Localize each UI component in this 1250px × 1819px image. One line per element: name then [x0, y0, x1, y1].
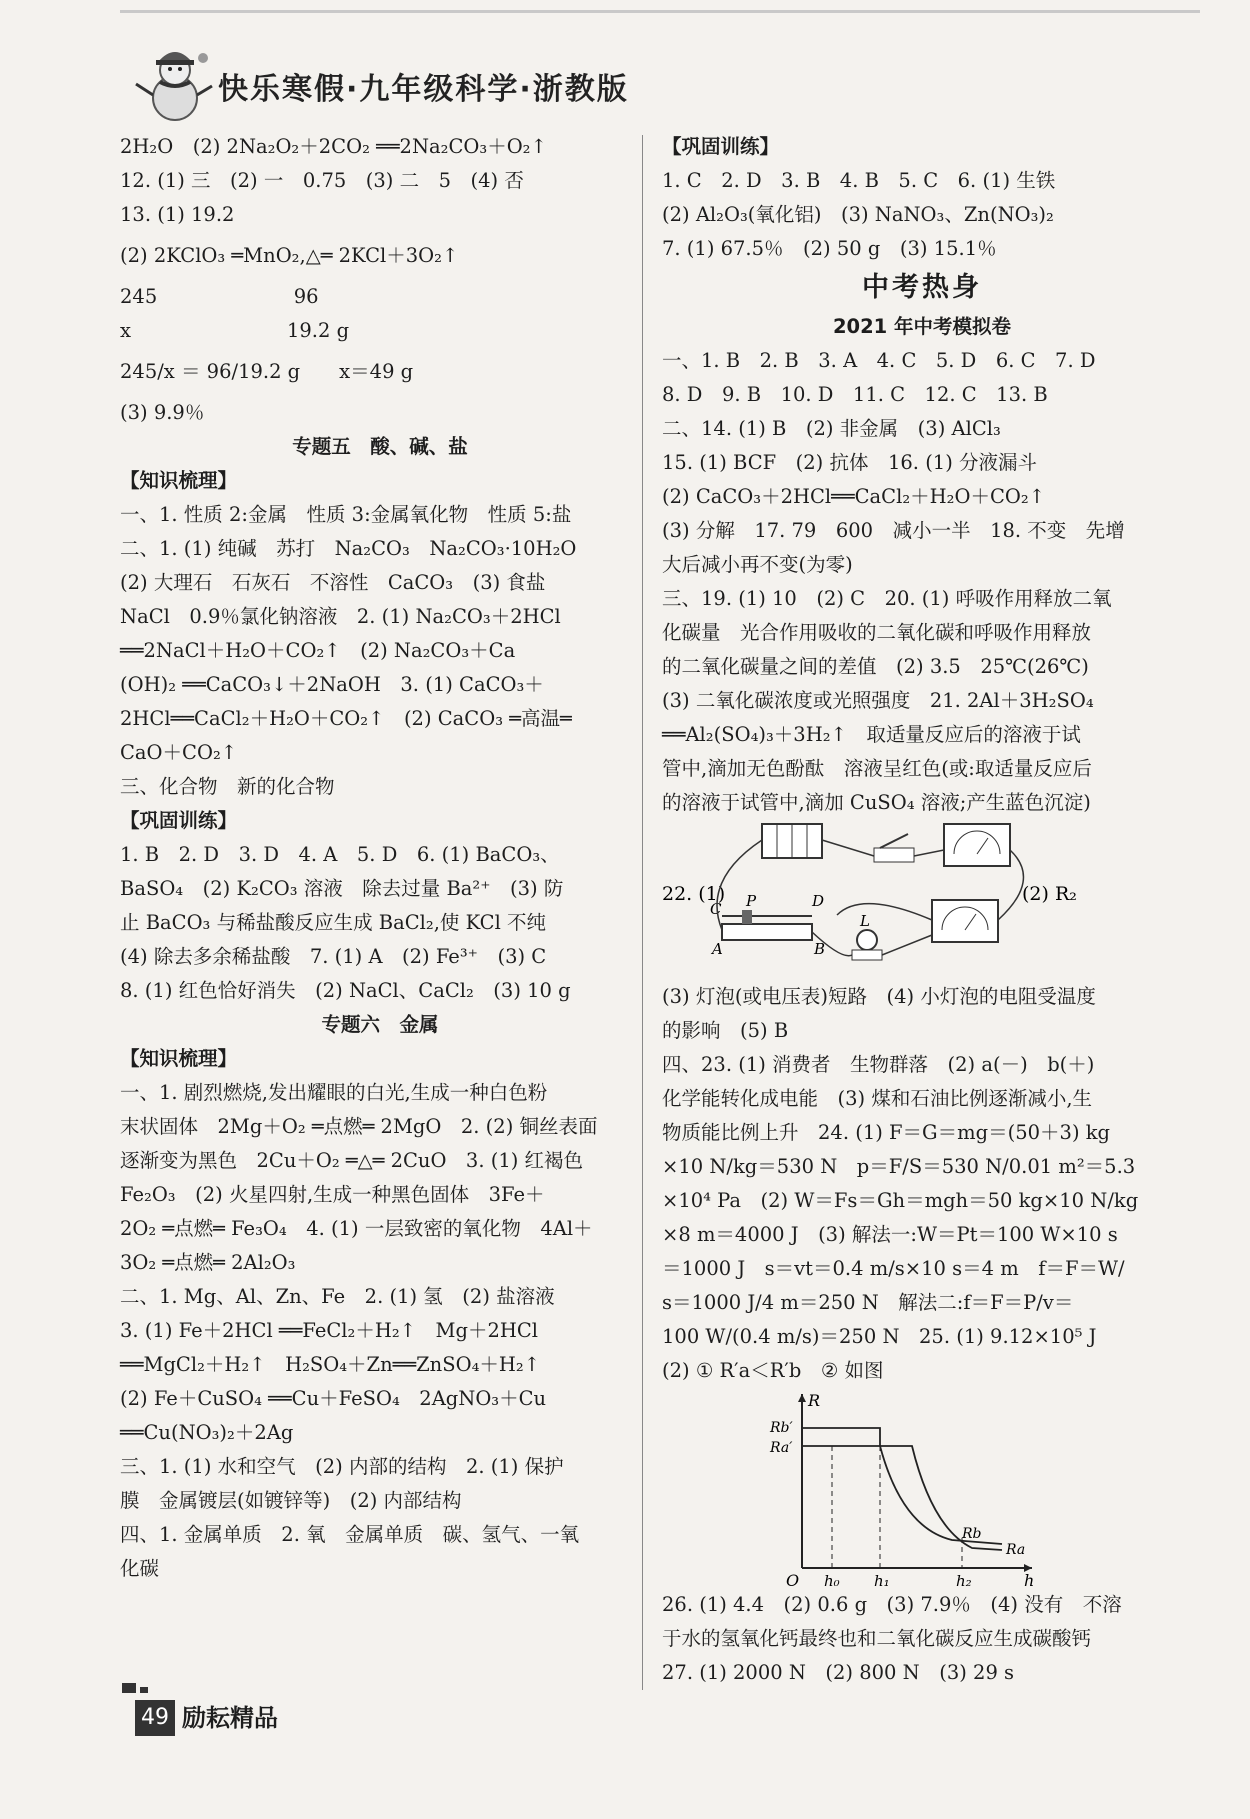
label-b: B	[814, 940, 826, 958]
x-axis-label: h	[1024, 1571, 1035, 1588]
meter-icon	[944, 824, 1010, 866]
text-line: 2HCl══CaCl₂＋H₂O＋CO₂↑ (2) CaCO₃ ═高温═	[120, 707, 572, 730]
label-a: A	[712, 940, 723, 958]
page-header	[118, 40, 718, 130]
text-line: 245/x ＝ 96/19.2 g x＝49 g	[120, 360, 414, 383]
text-line: 二、1. Mg、Al、Zn、Fe 2. (1) 氢 (2) 盐溶液	[120, 1285, 555, 1308]
text-line: (2) ① R′a＜R′b ② 如图	[662, 1359, 884, 1382]
text-line: 大后减小再不变(为零)	[662, 553, 853, 576]
text-line: 1. B 2. D 3. D 4. A 5. D 6. (1) BaCO₃、	[120, 843, 560, 866]
section-title: 中考热身	[862, 272, 982, 303]
left-column	[120, 130, 640, 1586]
text-line: 末状固体 2Mg＋O₂ ═点燃═ 2MgO 2. (2) 铜丝表面	[120, 1115, 598, 1138]
h0-label: h₀	[824, 1572, 840, 1588]
text-line: 一、1. 剧烈燃烧,发出耀眼的白光,生成一种白色粉	[120, 1081, 548, 1104]
section-label: 【巩固训练】	[662, 135, 780, 158]
text-line: x 19.2 g	[120, 319, 350, 342]
text-line: 8. (1) 红色恰好消失 (2) NaCl、CaCl₂ (3) 10 g	[120, 979, 571, 1002]
text-line: 四、1. 金属单质 2. 氧 金属单质 碳、氢气、一氧	[120, 1523, 580, 1546]
label-p: P	[746, 892, 757, 910]
text-line: (2) Al₂O₃(氧化铝) (3) NaNO₃、Zn(NO₃)₂	[662, 203, 1054, 226]
text-line: 止 BaCO₃ 与稀盐酸反应生成 BaCl₂,使 KCl 不纯	[120, 911, 547, 934]
text-line: 一、1. B 2. B 3. A 4. C 5. D 6. C 7. D	[662, 349, 1096, 372]
text-line: (3) 二氧化碳浓度或光照强度 21. 2Al＋3H₂SO₄	[662, 689, 1094, 712]
text-line: 一、1. 性质 2:金属 性质 3:金属氧化物 性质 5:盐	[120, 503, 572, 526]
text-line: 化碳量 光合作用吸收的二氧化碳和呼吸作用释放	[662, 621, 1092, 644]
right-column	[662, 130, 1182, 1690]
text-line: (3) 9.9％	[120, 401, 205, 424]
text-line: 逐渐变为黑色 2Cu＋O₂ ═△═ 2CuO 3. (1) 红褐色	[120, 1149, 584, 1172]
text-line: 100 W/(0.4 m/s)＝250 N 25. (1) 9.12×10⁵ J	[662, 1325, 1097, 1348]
text-line: 化碳	[120, 1557, 160, 1580]
text-line: 13. (1) 19.2	[120, 203, 235, 226]
text-line: ×10 N/kg＝530 N p＝F/S＝530 N/0.01 m²＝5.3	[662, 1155, 1136, 1178]
rb-label: Rb	[962, 1526, 982, 1542]
section-title: 专题六 金属	[321, 1013, 439, 1036]
y-axis-label: R	[808, 1391, 821, 1410]
text-line: 膜 金属镀层(如镀锌等) (2) 内部结构	[120, 1489, 462, 1512]
snowman-icon	[130, 40, 216, 126]
text-line: 管中,滴加无色酚酞 溶液呈红色(或:取适量反应后	[662, 757, 1092, 780]
text-line: (3) 分解 17. 79 600 减小一半 18. 不变 先增	[662, 519, 1125, 542]
ra-label: Ra	[1006, 1542, 1026, 1558]
text-line: ══2NaCl＋H₂O＋CO₂↑ (2) Na₂CO₃＋Ca	[120, 639, 516, 662]
text-line: 二、14. (1) B (2) 非金属 (3) AlCl₃	[662, 417, 1001, 440]
text-line: ×10⁴ Pa (2) W＝Fs＝Gh＝mgh＝50 kg×10 N/kg	[662, 1189, 1139, 1212]
text-line: CaO＋CO₂↑	[120, 741, 238, 764]
text-line: 四、23. (1) 消费者 生物群落 (2) a(－) b(＋)	[662, 1053, 1095, 1076]
footer-brand: 励耘精品	[182, 1704, 278, 1732]
text-line: 二、1. (1) 纯碱 苏打 Na₂CO₃ Na₂CO₃·10H₂O	[120, 537, 577, 560]
footer-decoration	[122, 1680, 162, 1694]
switch-icon	[874, 848, 914, 862]
text-line: 化学能转化成电能 (3) 煤和石油比例逐渐减小,生	[662, 1087, 1093, 1110]
text-line: 27. (1) 2000 N (2) 800 N (3) 29 s	[662, 1661, 1015, 1684]
text-line: ══Al₂(SO₄)₃＋3H₂↑ 取适量反应后的溶液于试	[662, 723, 1081, 746]
ra-prime-label: Ra′	[770, 1440, 793, 1456]
text-line: 三、1. (1) 水和空气 (2) 内部的结构 2. (1) 保护	[120, 1455, 564, 1478]
text-line: 三、化合物 新的化合物	[120, 775, 335, 798]
text-line: ＝1000 J s＝vt＝0.4 m/s×10 s＝4 m f＝F＝W/	[662, 1257, 1125, 1280]
text-line: (2) CaCO₃＋2HCl══CaCl₂＋H₂O＋CO₂↑	[662, 485, 1046, 508]
h1-label: h₁	[874, 1572, 890, 1588]
text-line: NaCl 0.9％氯化钠溶液 2. (1) Na₂CO₃＋2HCl	[120, 605, 561, 628]
origin-label: O	[786, 1571, 800, 1588]
text-line: (2) 2KClO₃ ═MnO₂,△═ 2KCl＋3O₂↑	[120, 244, 459, 267]
text-line: s＝1000 J/4 m＝250 N 解法二:f＝F＝P/v＝	[662, 1291, 1074, 1314]
section-title: 专题五 酸、碱、盐	[292, 435, 468, 458]
text-line: 245 96	[120, 285, 319, 308]
sub-title: 2021 年中考模拟卷	[832, 315, 1012, 338]
text-line: 于水的氢氧化钙最终也和二氧化碳反应生成碳酸钙	[662, 1627, 1092, 1650]
text-line: 1. C 2. D 3. B 4. B 5. C 6. (1) 生铁	[662, 169, 1056, 192]
rheostat-icon	[722, 924, 812, 940]
text-line: 26. (1) 4.4 (2) 0.6 g (3) 7.9％ (4) 没有 不溶	[662, 1593, 1122, 1616]
top-border	[120, 10, 1200, 13]
text-line: 3O₂ ═点燃═ 2Al₂O₃	[120, 1251, 296, 1274]
text-line: 2O₂ ═点燃═ Fe₃O₄ 4. (1) 一层致密的氧化物 4Al＋	[120, 1217, 593, 1240]
h2-label: h₂	[956, 1572, 972, 1588]
q22-label: 22. (1)	[662, 883, 726, 905]
rb-prime-label: Rb′	[770, 1420, 793, 1436]
text-line: 7. (1) 67.5％ (2) 50 g (3) 15.1％	[662, 237, 997, 260]
graph-svg	[662, 1388, 1182, 1588]
text-line: 12. (1) 三 (2) 一 0.75 (3) 二 5 (4) 否	[120, 169, 524, 192]
text-line: ══MgCl₂＋H₂↑ H₂SO₄＋Zn══ZnSO₄＋H₂↑	[120, 1353, 541, 1376]
section-label: 【知识梳理】	[120, 1047, 238, 1070]
header-title: 快乐寒假·九年级科学·浙教版	[218, 72, 629, 107]
text-line: (2) 大理石 石灰石 不溶性 CaCO₃ (3) 食盐	[120, 571, 546, 594]
q22-answer: (2) R₂	[1022, 883, 1077, 905]
column-divider	[642, 135, 643, 1690]
text-line: (2) Fe＋CuSO₄ ══Cu＋FeSO₄ 2AgNO₃＋Cu	[120, 1387, 547, 1410]
text-line: 2H₂O (2) 2Na₂O₂＋2CO₂ ══2Na₂CO₃＋O₂↑	[120, 135, 547, 158]
meter-icon	[932, 900, 998, 942]
text-line: 15. (1) BCF (2) 抗体 16. (1) 分液漏斗	[662, 451, 1038, 474]
label-l: L	[860, 912, 870, 930]
text-line: 的二氧化碳量之间的差值 (2) 3.5 25℃(26℃)	[662, 655, 1089, 678]
lamp-icon	[857, 930, 877, 950]
page-number: 49	[135, 1700, 175, 1736]
text-line: 3. (1) Fe＋2HCl ══FeCl₂＋H₂↑ Mg＋2HCl	[120, 1319, 539, 1342]
circuit-diagram	[662, 820, 1182, 980]
text-line: 8. D 9. B 10. D 11. C 12. C 13. B	[662, 383, 1048, 406]
text-line: (3) 灯泡(或电压表)短路 (4) 小灯泡的电阻受温度	[662, 985, 1096, 1008]
text-line: Fe₂O₃ (2) 火星四射,生成一种黑色固体 3Fe＋	[120, 1183, 545, 1206]
text-line: (4) 除去多余稀盐酸 7. (1) A (2) Fe³⁺ (3) C	[120, 945, 547, 968]
resistance-graph	[662, 1388, 1182, 1588]
text-line: 的影响 (5) B	[662, 1019, 789, 1042]
text-line: 物质能比例上升 24. (1) F＝G＝mg＝(50＋3) kg	[662, 1121, 1111, 1144]
section-label: 【知识梳理】	[120, 469, 238, 492]
text-line: BaSO₄ (2) K₂CO₃ 溶液 除去过量 Ba²⁺ (3) 防	[120, 877, 564, 900]
text-line: 三、19. (1) 10 (2) C 20. (1) 呼吸作用释放二氧	[662, 587, 1112, 610]
circuit-figure	[662, 820, 1182, 980]
text-line: ══Cu(NO₃)₂＋2Ag	[120, 1421, 294, 1444]
label-d: D	[812, 892, 825, 910]
text-line: ×8 m＝4000 J (3) 解法一:W＝Pt＝100 W×10 s	[662, 1223, 1118, 1246]
label-c: C	[710, 900, 722, 918]
text-line: (OH)₂ ══CaCO₃↓＋2NaOH 3. (1) CaCO₃＋	[120, 673, 544, 696]
text-line: 的溶液于试管中,滴加 CuSO₄ 溶液;产生蓝色沉淀)	[662, 791, 1091, 814]
section-label: 【巩固训练】	[120, 809, 238, 832]
